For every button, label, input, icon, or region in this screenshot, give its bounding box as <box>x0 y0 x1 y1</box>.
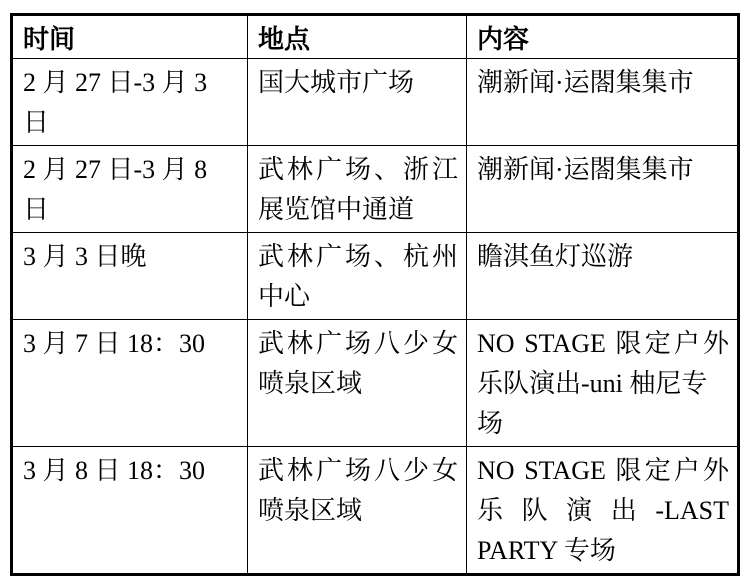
cell-line: 武林广场、浙江 <box>258 155 458 184</box>
cell-line: NO STAGE 限定户外 <box>477 329 729 358</box>
cell-line: 3 月 3 日晚 <box>23 242 147 271</box>
cell-time <box>12 447 248 575</box>
cell-line: 2 月 27 日-3 月 8 日 <box>23 155 208 224</box>
cell-time <box>12 320 248 447</box>
cell-location <box>248 447 467 575</box>
cell-line: 展览馆中通道 <box>258 195 415 224</box>
table-row <box>12 447 739 575</box>
cell-content <box>467 233 739 320</box>
header-row <box>12 15 739 59</box>
cell-content <box>467 146 739 233</box>
header-time: 时间 <box>12 15 248 59</box>
table-row <box>12 233 739 320</box>
cell-time <box>12 233 248 320</box>
cell-line: 潮新闻·运閤集集市 <box>477 68 694 97</box>
cell-line: 乐队演出-uni 柚尼专场 <box>477 369 708 438</box>
cell-line: NO STAGE 限定户外 <box>477 456 729 485</box>
cell-line: 乐队演出-LAST <box>477 496 729 525</box>
event-schedule-table <box>10 13 740 576</box>
cell-content <box>467 59 739 146</box>
cell-line: PARTY 专场 <box>477 536 616 565</box>
cell-location <box>248 320 467 447</box>
cell-line: 瞻淇鱼灯巡游 <box>477 242 634 271</box>
table-row <box>12 320 739 447</box>
table-body <box>12 59 739 575</box>
cell-line: 国大城市广场 <box>258 68 415 97</box>
cell-location <box>248 59 467 146</box>
table-row <box>12 59 739 146</box>
cell-location <box>248 146 467 233</box>
header-content: 内容 <box>467 15 739 59</box>
table-row <box>12 146 739 233</box>
cell-line: 中心 <box>258 282 311 311</box>
cell-line: 武林广场八少女 <box>258 456 458 485</box>
cell-content <box>467 447 739 575</box>
cell-line: 武林广场、杭州 <box>258 242 458 271</box>
cell-line: 武林广场八少女 <box>258 329 458 358</box>
cell-line: 潮新闻·运閤集集市 <box>477 155 694 184</box>
table-header <box>12 15 739 59</box>
cell-content <box>467 320 739 447</box>
cell-line: 3 月 7 日 18：30 <box>23 329 206 358</box>
cell-time <box>12 59 248 146</box>
cell-line: 喷泉区域 <box>258 496 363 525</box>
cell-line: 3 月 8 日 18：30 <box>23 456 206 485</box>
cell-line: 2 月 27 日-3 月 3 日 <box>23 68 208 137</box>
cell-location <box>248 233 467 320</box>
cell-line: 喷泉区域 <box>258 369 363 398</box>
header-location: 地点 <box>248 15 467 59</box>
cell-time <box>12 146 248 233</box>
